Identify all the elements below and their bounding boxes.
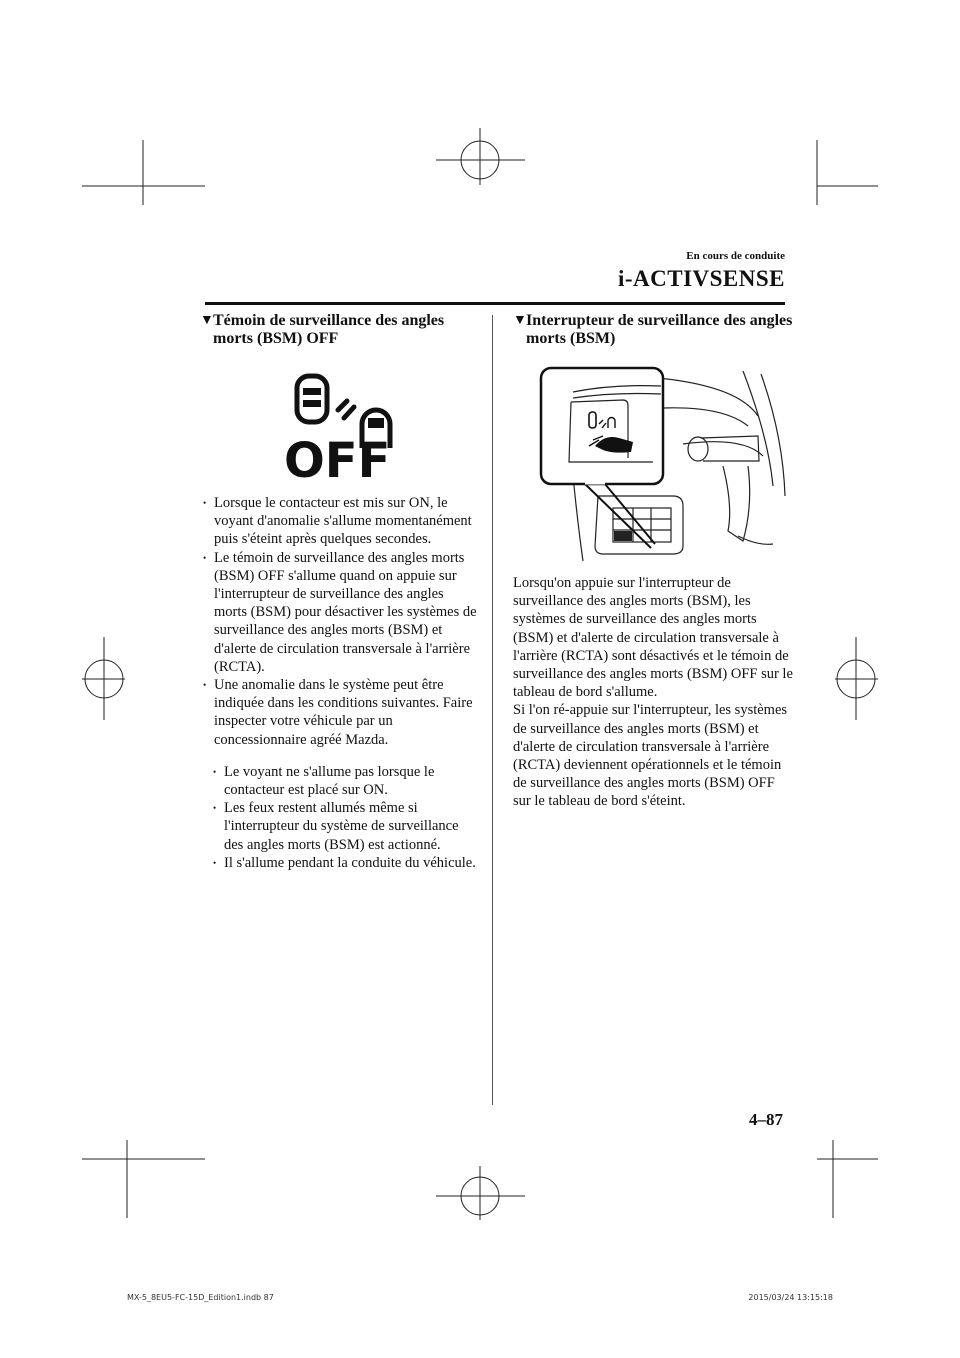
switch-description-paragraph-1: Lorsqu'on appuie sur l'interrupteur de surveillance des angles morts (BSM), les systèmes de surveillance des angles morts (BSM) et d'alerte de circulation transversale à l'arrière (RCTA) sont désactivés et le témoin de surveillance des angles morts (BSM) OFF sur le tableau de bord s'allume.	[513, 575, 793, 701]
section-label: En cours de conduite	[686, 250, 785, 262]
triangle-marker-icon: ▼	[200, 313, 214, 328]
chapter-title: i-ACTIVSENSE	[617, 266, 785, 291]
switch-description-paragraph-2: Si l'on ré-appuie sur l'interrupteur, les systèmes de surveillance des angles morts (BSM) et d'alerte de circulation transversale à l'arrière (RCTA) deviennent opérationnels et le témoin de surveillance des angles morts (BSM) OFF sur le tableau de bord s'éteint.	[513, 702, 788, 810]
list-item: • Les feux restent allumés même si l'interrupteur du système de surveillance des angles morts (BSM) est actionné.	[210, 799, 480, 854]
left-column	[200, 312, 480, 872]
bsm-off-warning-icon	[200, 372, 480, 484]
list-item: • Lorsque le contacteur est mis sur ON, le voyant d'anomalie s'allume momentanément puis s'éteint après quelques secondes.	[200, 494, 480, 549]
footer-file-name: MX-5_8EU5-FC-15D_Edition1.indb 87	[127, 1293, 274, 1302]
right-column	[513, 312, 793, 811]
off-label: OFF	[284, 433, 391, 484]
header-rule	[205, 302, 785, 305]
list-item: • Le voyant ne s'allume pas lorsque le contacteur est placé sur ON.	[210, 763, 480, 799]
bsm-switch-illustration	[533, 366, 793, 566]
triangle-marker-icon: ▼	[513, 313, 527, 328]
section-heading-bsm-off-indicator: ▼ Témoin de surveillance des angles morts (BSM) OFF	[200, 312, 445, 347]
indicator-bullet-list	[200, 494, 480, 749]
list-item: • Une anomalie dans le système peut être indiquée dans les conditions suivantes. Faire inspecter votre véhicule par un concessionnaire agréé Mazda.	[200, 676, 480, 749]
section-heading-bsm-switch: ▼ Interrupteur de surveillance des angles morts (BSM)	[513, 312, 793, 347]
list-item: • Le témoin de surveillance des angles morts (BSM) OFF s'allume quand on appuie sur l'interrupteur de surveillance des angles morts (BSM) pour désactiver les systèmes de surveillance des angles morts (BSM) et d'alerte de circulation transversale à l'arrière (RCTA).	[200, 549, 480, 676]
list-item: • Il s'allume pendant la conduite du véhicule.	[210, 854, 480, 872]
column-divider	[492, 315, 493, 1105]
page-number: 4–87	[749, 1110, 783, 1129]
malfunction-condition-list	[210, 763, 480, 872]
footer-timestamp: 2015/03/24 13:15:18	[748, 1293, 833, 1302]
